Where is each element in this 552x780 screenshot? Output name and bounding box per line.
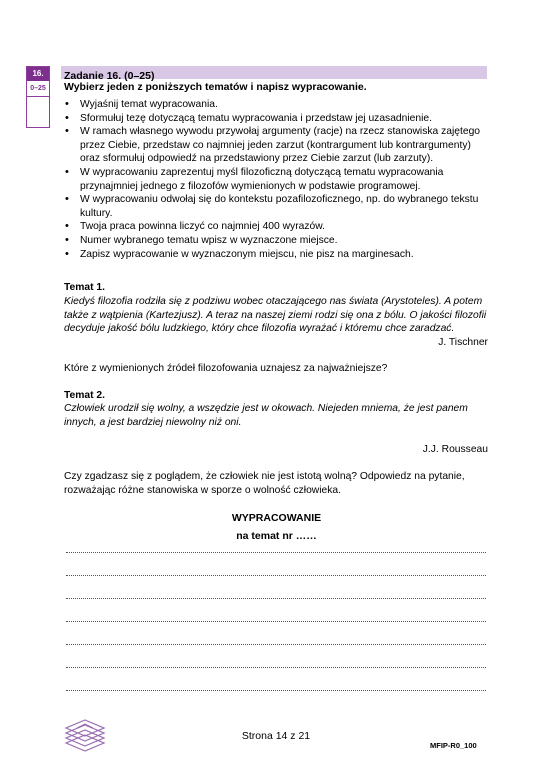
topic2-title: Temat 2. bbox=[64, 390, 106, 401]
list-item: • Numer wybranego tematu wpisz w wyznaczone miejsce. bbox=[64, 234, 489, 248]
list-item: • Zapisz wypracowanie w wyznaczonym miejscu, nie pisz na marginesach. bbox=[64, 248, 489, 262]
list-item: • Twoja praca powinna liczyć co najmniej 400 wyrazów. bbox=[64, 220, 489, 234]
task-number: 16. bbox=[27, 67, 49, 81]
list-item: • Sformułuj tezę dotyczącą tematu wypracowania i przedstaw jej uzasadnienie. bbox=[64, 112, 489, 126]
answer-line[interactable] bbox=[66, 644, 486, 645]
list-item: • Wyjaśnij temat wypracowania. bbox=[64, 98, 489, 112]
list-item: • W ramach własnego wywodu przywołaj argumenty (racje) na rzecz stanowiska zajętego przez Ciebie, przedstaw co najmniej jeden zarzut (kontrargument lub kontrargumenty) oraz sformułuj odpowiedź na przedstawiony przez Ciebie zarzut (lub zarzuty). bbox=[64, 125, 489, 166]
task-header-bar bbox=[61, 66, 487, 82]
answer-line[interactable] bbox=[66, 575, 486, 576]
topic2-quote: Człowiek urodził się wolny, a wszędzie jest w okowach. Niejeden mniema, że jest panem innych, a jest bardziej niewolny niż oni. bbox=[64, 403, 468, 428]
topic1-quote: Kiedyś filozofia rodziła się z podziwu wobec otaczającego nas świata (Arystoteles). A potem także z wątpienia (Kartezjusz). A teraz na naszej ziemi rodzi się ona z bólu. O jakości filozofii decyduje jakość bólu ludzkiego, który chce filozofia wyrażać i któremu chce zaradzać. bbox=[64, 296, 487, 335]
topic1-question: Które z wymienionych źródeł filozofowania uznajesz za najważniejsze? bbox=[64, 363, 388, 374]
topic1-author: J. Tischner bbox=[438, 337, 488, 348]
exam-code: MFIP-R0_100 bbox=[430, 741, 477, 750]
list-item: • W wypracowaniu zaprezentuj myśl filozoficzną dotyczącą tematu wypracowania przynajmniej jednego z filozofów wymienionych w podstawie programowej. bbox=[64, 166, 489, 193]
answer-line[interactable] bbox=[66, 621, 486, 622]
answer-line[interactable] bbox=[66, 690, 486, 691]
instruction-list bbox=[64, 98, 489, 261]
topic2-author: J.J. Rousseau bbox=[422, 444, 488, 455]
page-number: Strona 14 z 21 bbox=[241, 730, 311, 742]
answer-line[interactable] bbox=[66, 552, 486, 553]
task-instruction: Wybierz jeden z poniższych tematów i napisz wypracowanie. bbox=[64, 81, 367, 93]
topic1-title: Temat 1. bbox=[64, 282, 106, 293]
essay-subtitle: na temat nr …… bbox=[236, 530, 317, 542]
list-item: • W wypracowaniu odwołaj się do kontekstu pozafilozoficznego, np. do wybranego tekstu kultury. bbox=[64, 193, 489, 220]
topic2-question: Czy zgadzasz się z poglądem, że człowiek nie jest istotą wolną? Odpowiedz na pytanie, rozważając różne stanowiska w sporze o wolność człowieka. bbox=[64, 471, 465, 496]
answer-line[interactable] bbox=[66, 667, 486, 668]
essay-title: WYPRACOWANIE bbox=[231, 512, 322, 524]
task-number-box bbox=[26, 66, 50, 128]
answer-line[interactable] bbox=[66, 598, 486, 599]
task-header: Zadanie 16. (0–25) bbox=[64, 70, 155, 82]
task-points-range: 0–25 bbox=[27, 81, 49, 97]
